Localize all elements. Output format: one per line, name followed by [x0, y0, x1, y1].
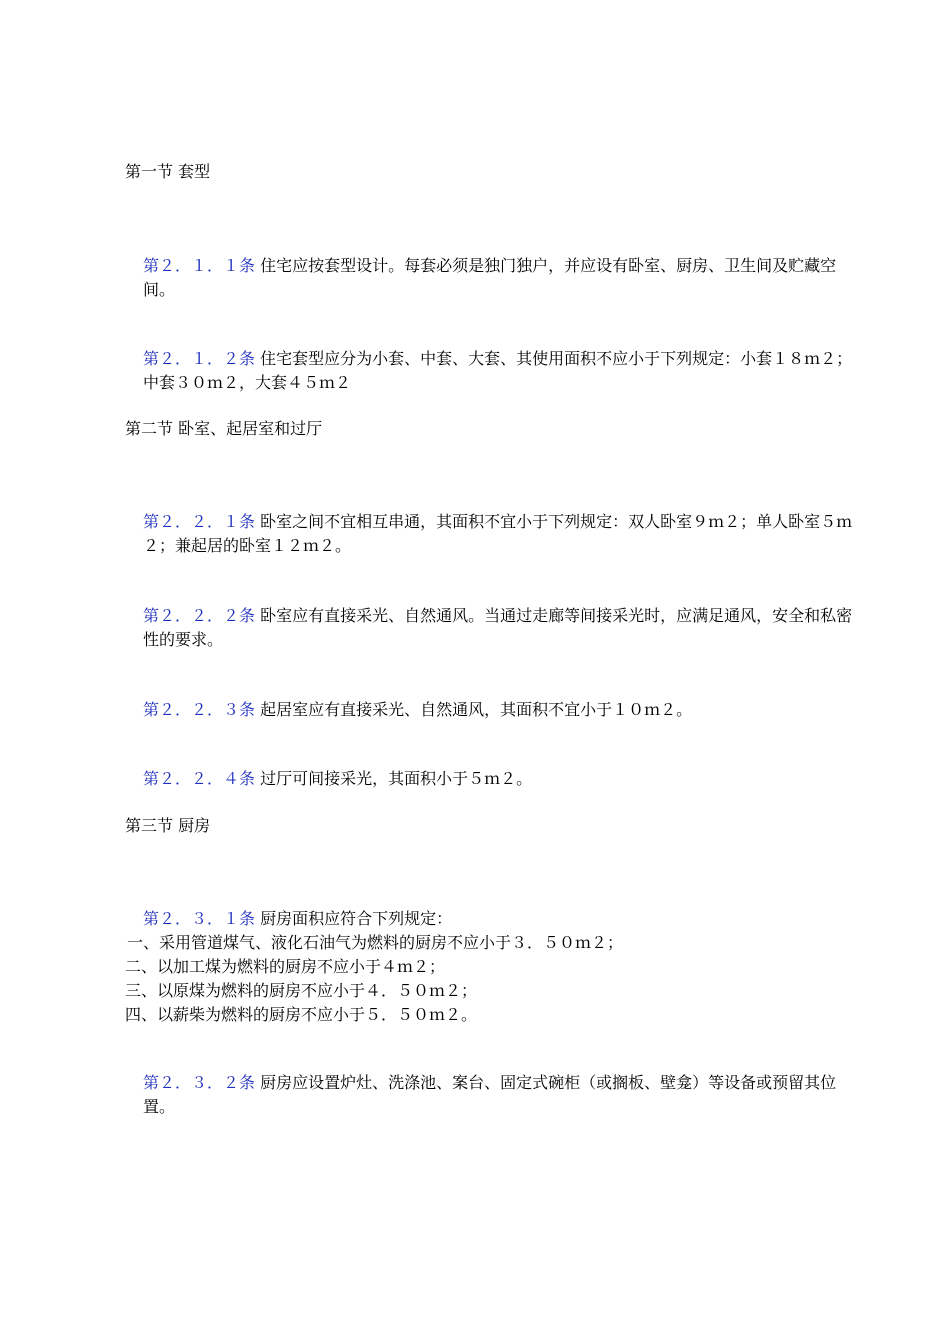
- clause-text: 厨房面积应符合下列规定：: [255, 909, 453, 928]
- clause-text: 住宅套型应分为小套、中套、大套、其使用面积不应小于下列规定：小套１８ｍ２；中套３０ｍ２，大套４５ｍ２: [143, 349, 853, 392]
- clause-number: 第２．２．１条: [143, 512, 256, 531]
- clause-number: 第２．２．４条: [143, 769, 256, 788]
- section-heading-2: 第二节 卧室、起居室和过厅: [125, 419, 323, 438]
- clause-text: 卧室应有直接采光、自然通风。当通过走廊等间接采光时，应满足通风，安全和私密性的要求。: [143, 606, 853, 649]
- clause-2-3-1: [125, 907, 837, 1027]
- clause-2-2-4: [125, 767, 855, 791]
- clause-number: 第２．３．２条: [143, 1073, 256, 1092]
- clause-text: 过厅可间接采光，其面积小于５ｍ２。: [255, 769, 533, 788]
- list-item: 四、以薪柴为燃料的厨房不应小于５．５０ｍ２。: [125, 1005, 478, 1024]
- clause-first-line: [125, 907, 837, 931]
- clause-text: 卧室之间不宜相互串通，其面积不宜小于下列规定：双人卧室９ｍ２；单人卧室５ｍ２；兼起居的卧室１２ｍ２。: [143, 512, 853, 555]
- section-heading-3: 第三节 厨房: [125, 816, 211, 835]
- clause-2-2-2: [125, 604, 855, 652]
- clause-number: 第２．２．３条: [143, 700, 256, 719]
- clause-text: 厨房应设置炉灶、洗涤池、案台、固定式碗柜（或搁板、壁龛）等设备或预留其位置。: [143, 1073, 837, 1116]
- clause-number: 第２．２．２条: [143, 606, 256, 625]
- section-heading-1: 第一节 套型: [125, 162, 211, 181]
- list-item: 三、以原煤为燃料的厨房不应小于４．５０ｍ２；: [125, 981, 478, 1000]
- list-item: 二、以加工煤为燃料的厨房不应小于４ｍ２；: [125, 957, 446, 976]
- clause-number: 第２．１．１条: [143, 256, 256, 275]
- clause-2-3-2: [125, 1071, 855, 1119]
- clause-number: 第２．１．２条: [143, 349, 256, 368]
- clause-text: 住宅应按套型设计。每套必须是独门独户，并应设有卧室、厨房、卫生间及贮藏空间。: [143, 256, 837, 299]
- clause-number: 第２．３．１条: [143, 909, 256, 928]
- clause-text: 起居室应有直接采光、自然通风，其面积不宜小于１０ｍ２。: [255, 700, 693, 719]
- clause-2-2-1: [125, 510, 855, 558]
- clause-2-1-2: [125, 347, 855, 395]
- clause-2-1-1: [125, 254, 855, 302]
- list-item: 一、采用管道煤气、液化石油气为燃料的厨房不应小于３．５０ｍ２；: [127, 933, 624, 952]
- clause-2-2-3: [125, 698, 855, 722]
